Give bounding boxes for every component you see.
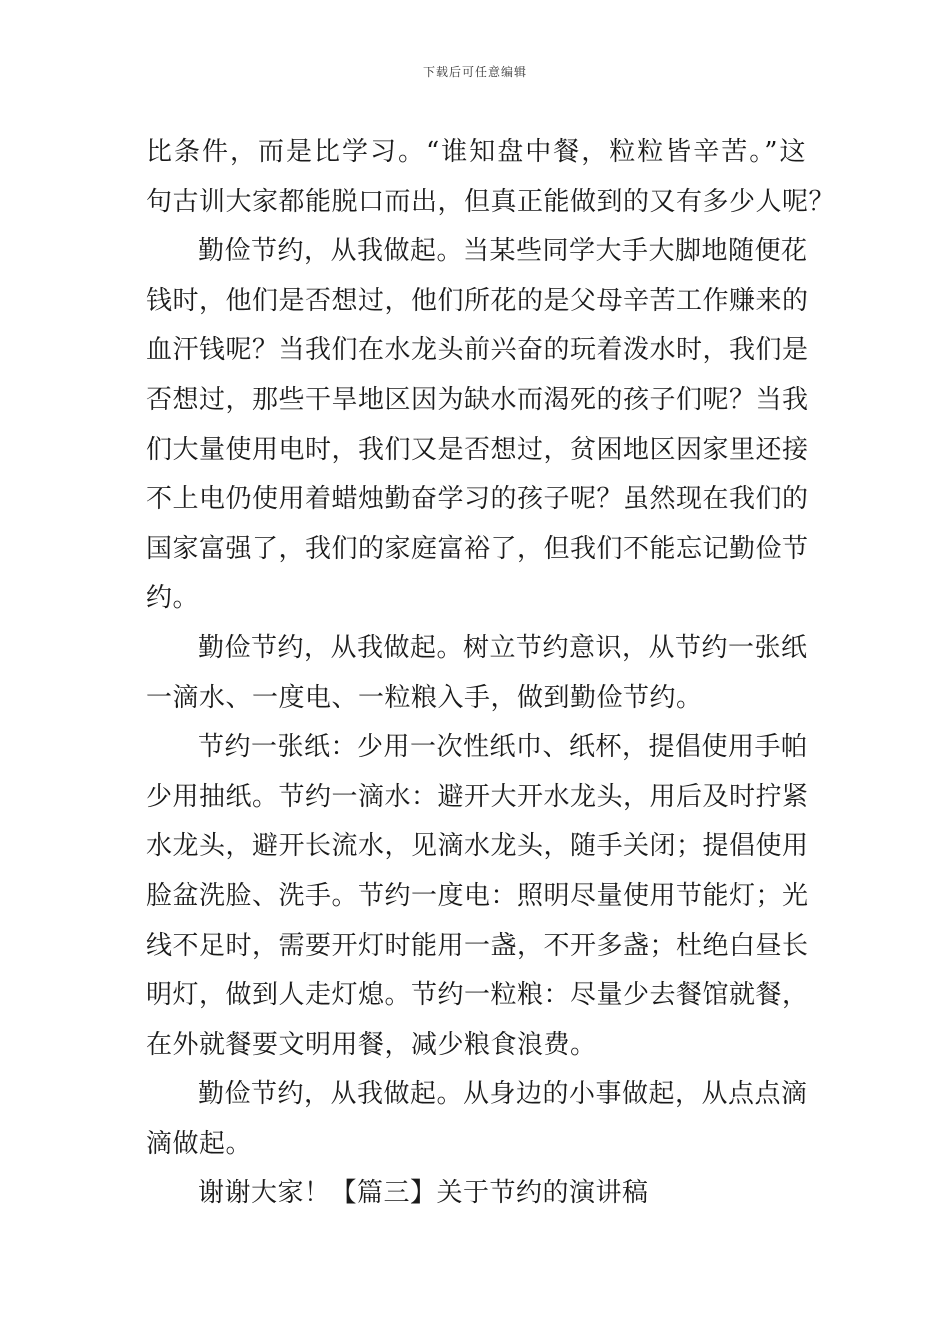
text-line: 滴做起。 — [146, 1128, 253, 1159]
text-line: 一滴水、一度电、一粒粮入手，做到勤俭节约。 — [146, 682, 703, 713]
text-line: 句古训大家都能脱口而出，但真正能做到的又有多少人呢？ — [146, 186, 836, 217]
text-line: 少用抽纸。节约一滴水：避开大开水龙头，用后及时拧紧 — [146, 781, 809, 812]
text-line: 否想过，那些干旱地区因为缺水而渴死的孩子们呢？当我 — [146, 384, 809, 415]
text-line: 血汗钱呢？当我们在水龙头前兴奋的玩着泼水时，我们是 — [146, 335, 809, 366]
text-line: 线不足时，需要开灯时能用一盏，不开多盏；杜绝白昼长 — [146, 930, 809, 961]
text-line: 在外就餐要文明用餐，减少粮食浪费。 — [146, 1029, 597, 1060]
text-line: 脸盆洗脸、洗手。节约一度电：照明尽量使用节能灯；光 — [146, 880, 809, 911]
text-line: 比条件，而是比学习。“谁知盘中餐，粒粒皆辛苦。”这 — [146, 137, 806, 167]
text-line: 水龙头，避开长流水，见滴水龙头，随手关闭；提倡使用 — [146, 831, 809, 862]
text-line: 谢谢大家！【篇三】关于节约的演讲稿 — [198, 1178, 649, 1209]
text-line: 勤俭节约，从我做起。树立节约意识，从节约一张纸 — [198, 632, 808, 663]
document-body — [146, 128, 836, 1219]
text-line: 约。 — [146, 583, 200, 614]
text-line: 勤俭节约，从我做起。从身边的小事做起，从点点滴 — [198, 1079, 808, 1110]
text-line: 明灯，做到人走灯熄。节约一粒粮：尽量少去餐馆就餐， — [146, 980, 809, 1011]
text-line: 国家富强了，我们的家庭富裕了，但我们不能忘记勤俭节 — [146, 533, 809, 564]
page-header: 下载后可任意编辑 — [422, 65, 527, 79]
text-line: 们大量使用电时，我们又是否想过，贫困地区因家里还接 — [146, 434, 809, 465]
text-line: 节约一张纸：少用一次性纸巾、纸杯，提倡使用手帕 — [198, 732, 808, 763]
text-line: 不上电仍使用着蜡烛勤奋学习的孩子呢？虽然现在我们的 — [146, 484, 809, 515]
text-line: 钱时，他们是否想过，他们所花的是父母辛苦工作赚来的 — [146, 285, 809, 316]
text-line: 勤俭节约，从我做起。当某些同学大手大脚地随便花 — [198, 236, 808, 267]
